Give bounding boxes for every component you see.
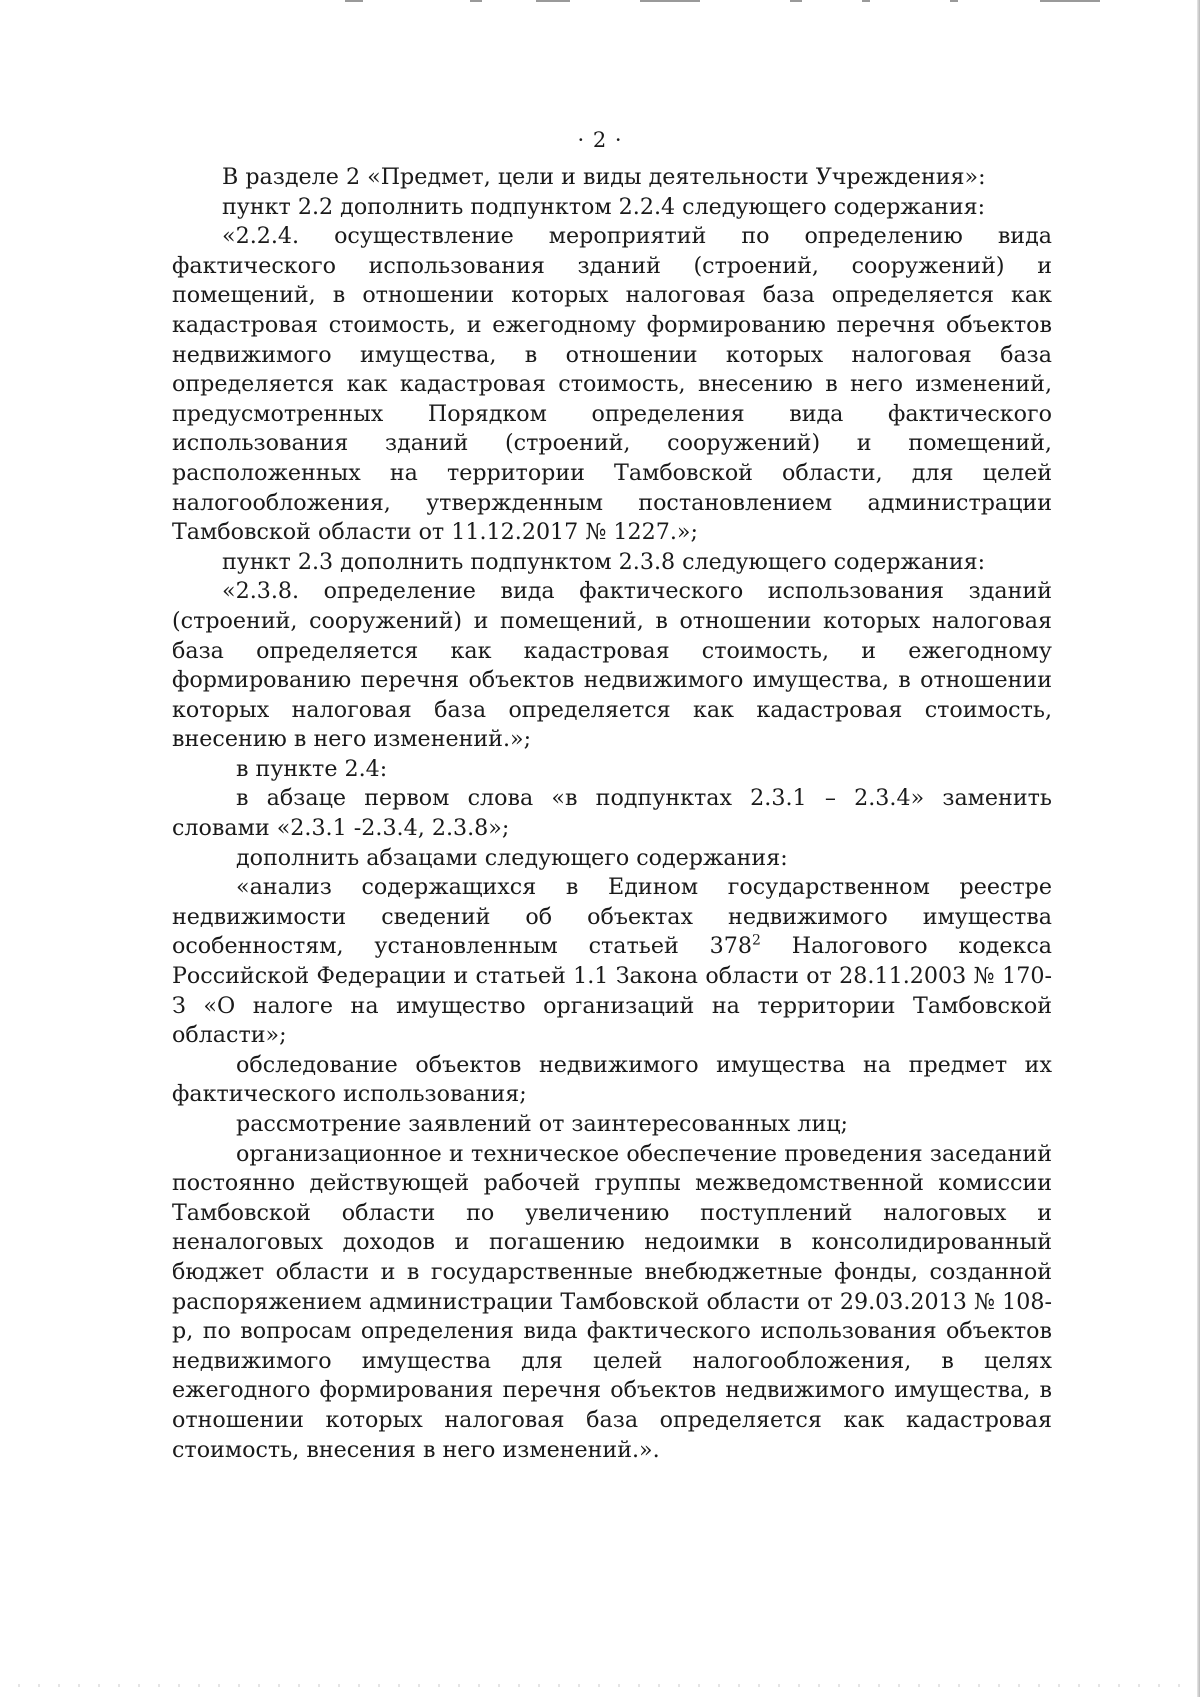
paragraph-applications: рассмотрение заявлений от заинтересованных лиц; [236,1111,848,1137]
paragraph-analysis-text-a: «анализ содержащихся в Едином государственном реестре недвижимости сведений об объектах недвижимого имущества особенностям, установленным статьей 378 [172,874,1052,960]
paragraph-replace-words: в абзаце первом слова «в подпунктах 2.3.1 – 2.3.4» заменить словами «2.3.1 -2.3.4, 2.3.8»; [172,785,1052,842]
paragraph-analysis-text-b: Налогового кодекса Российской Федерации и статьей 1.1 Закона области от 28.11.2003 № 170-З «О налоге на имущество организаций на территории Тамбовской области»; [172,933,1052,1049]
paragraph-subitem-2-3-8: «2.3.8. определение вида фактического использования зданий (строений, сооружений) и помещений, в отношении которых налоговая база определяется как кадастровая стоимость, и ежегодному формированию перечня объектов недвижимого имущества, в отношении которых налоговая база определяется как кадастровая стоимость, внесению в него изменений.»; [172,578,1052,753]
superscript-article-index: 2 [752,933,761,950]
paragraph-item-2-3: пункт 2.3 дополнить подпунктом 2.3.8 следующего содержания: [222,548,986,575]
paragraph-organizational-support: организационное и техническое обеспечение проведения заседаний постоянно действующей рабочей группы межведомственной комиссии Тамбовской области по увеличению поступлений налоговых и неналоговых доходов и погашению недоимки в консолидированный бюджет области и в государственные внебюджетные фонды, созданной распоряжением администрации Тамбовской области от 29.03.2013 № 108-р, по вопросам определения вида фактического использования объектов недвижимого имущества для целей налогообложения, в целях ежегодного формирования перечня объектов недвижимого имущества, в отношении которых налоговая база определяется как кадастровая стоимость, внесения в него изменений.». [172,1140,1052,1463]
paragraph-item-2-2: пункт 2.2 дополнить подпунктом 2.2.4 следующего содержания: [222,193,986,220]
page-number: · 2 · [577,128,623,152]
paragraph-inspection: обследование объектов недвижимого имущества на предмет их фактического использования; [172,1051,1052,1108]
scan-top-edge-marks [0,0,1200,6]
paragraph-section-2-heading: В разделе 2 «Предмет, цели и виды деятельности Учреждения»: [222,164,986,190]
paragraph-item-2-4: в пункте 2.4: [236,755,388,782]
scan-bottom-edge-dots [0,1684,1200,1687]
paragraph-subitem-2-2-4: «2.2.4. осуществление мероприятий по определению вида фактического использования зданий (строений, сооружений) и помещений, в отношении которых налоговая база определяется как кадастровая стоимость, и ежегодному формированию перечня объектов недвижимого имущества, в отношении которых налоговая база определяется как кадастровая стоимость, внесению в него изменений, предусмотренных Порядком определения вида фактического использования зданий (строений, сооружений) и помещений, расположенных на территории Тамбовской области, для целей налогообложения, утвержденным постановлением администрации Тамбовской области от 11.12.2017 № 1227.»; [172,223,1052,546]
paragraph-add-abzats: дополнить абзацами следующего содержания: [236,844,788,871]
document-body [172,163,1052,1465]
paragraph-analysis [172,873,1052,1051]
